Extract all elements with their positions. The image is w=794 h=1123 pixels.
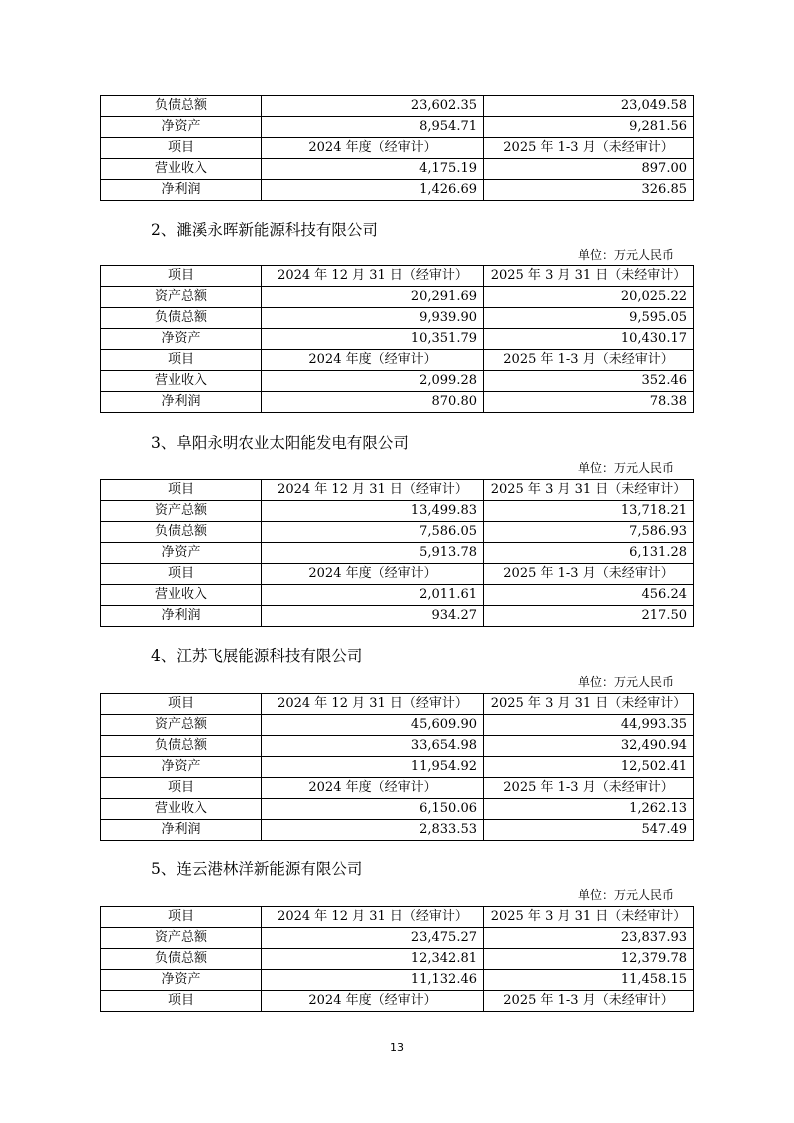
column-header: 2024 年度（经审计） <box>262 778 484 799</box>
unit-label: 单位：万元人民币 <box>577 888 674 902</box>
row-label: 负债总额 <box>101 96 262 117</box>
column-header: 2025 年 3 月 31 日（未经审计） <box>484 694 694 715</box>
column-header: 2025 年 3 月 31 日（未经审计） <box>484 907 694 928</box>
value-cell: 23,602.35 <box>262 96 484 117</box>
financial-table-4 <box>100 693 694 841</box>
table-row <box>101 329 694 350</box>
value-cell: 547.49 <box>484 820 694 841</box>
table-header-row <box>101 564 694 585</box>
value-cell: 4,175.19 <box>262 159 484 180</box>
column-header: 2024 年 12 月 31 日（经审计） <box>262 480 484 501</box>
table-row <box>101 308 694 329</box>
value-cell: 870.80 <box>262 392 484 413</box>
row-label: 净资产 <box>101 757 262 778</box>
row-label: 负债总额 <box>101 308 262 329</box>
table-row <box>101 287 694 308</box>
value-cell: 13,499.83 <box>262 501 484 522</box>
value-cell: 12,342.81 <box>262 949 484 970</box>
column-header: 2024 年 12 月 31 日（经审计） <box>262 694 484 715</box>
value-cell: 78.38 <box>484 392 694 413</box>
header-label: 项目 <box>101 350 262 371</box>
table-row <box>101 606 694 627</box>
page-number: 13 <box>390 1041 404 1054</box>
table-header-row <box>101 694 694 715</box>
table-header-row <box>101 907 694 928</box>
column-header: 2024 年度（经审计） <box>262 564 484 585</box>
table-row <box>101 949 694 970</box>
table-header-row <box>101 350 694 371</box>
table-row <box>101 159 694 180</box>
column-header: 2025 年 1-3 月（未经审计） <box>484 991 694 1012</box>
value-cell: 326.85 <box>484 180 694 201</box>
table-row <box>101 501 694 522</box>
table-row <box>101 522 694 543</box>
value-cell: 2,833.53 <box>262 820 484 841</box>
table-row <box>101 392 694 413</box>
row-label: 营业收入 <box>101 585 262 606</box>
row-label: 资产总额 <box>101 287 262 308</box>
row-label: 营业收入 <box>101 799 262 820</box>
row-label: 净利润 <box>101 180 262 201</box>
row-label: 净资产 <box>101 117 262 138</box>
table-row <box>101 799 694 820</box>
value-cell: 934.27 <box>262 606 484 627</box>
row-label: 资产总额 <box>101 501 262 522</box>
financial-table-2 <box>100 265 694 413</box>
value-cell: 217.50 <box>484 606 694 627</box>
header-label: 项目 <box>101 907 262 928</box>
unit-label: 单位：万元人民币 <box>577 248 674 262</box>
row-label: 净资产 <box>101 543 262 564</box>
row-label: 净利润 <box>101 820 262 841</box>
row-label: 资产总额 <box>101 715 262 736</box>
header-label: 项目 <box>101 991 262 1012</box>
value-cell: 8,954.71 <box>262 117 484 138</box>
column-header: 2025 年 1-3 月（未经审计） <box>484 138 694 159</box>
header-label: 项目 <box>101 480 262 501</box>
value-cell: 12,502.41 <box>484 757 694 778</box>
row-label: 净利润 <box>101 392 262 413</box>
section-title: 3、阜阳永明农业太阳能发电有限公司 <box>151 434 409 452</box>
value-cell: 11,132.46 <box>262 970 484 991</box>
section-title: 5、连云港林洋新能源有限公司 <box>151 860 363 878</box>
financial-table-5 <box>100 906 694 1012</box>
value-cell: 45,609.90 <box>262 715 484 736</box>
value-cell: 32,490.94 <box>484 736 694 757</box>
table-row <box>101 371 694 392</box>
table-row <box>101 736 694 757</box>
table-row <box>101 543 694 564</box>
value-cell: 20,291.69 <box>262 287 484 308</box>
value-cell: 1,426.69 <box>262 180 484 201</box>
header-label: 项目 <box>101 266 262 287</box>
value-cell: 23,837.93 <box>484 928 694 949</box>
row-label: 营业收入 <box>101 159 262 180</box>
table-row <box>101 757 694 778</box>
value-cell: 9,281.56 <box>484 117 694 138</box>
table-row <box>101 96 694 117</box>
table-header-row <box>101 138 694 159</box>
column-header: 2024 年 12 月 31 日（经审计） <box>262 266 484 287</box>
row-label: 营业收入 <box>101 371 262 392</box>
value-cell: 6,131.28 <box>484 543 694 564</box>
value-cell: 2,011.61 <box>262 585 484 606</box>
section-title: 2、濉溪永晖新能源科技有限公司 <box>151 221 378 239</box>
financial-table-3 <box>100 479 694 627</box>
table-row <box>101 970 694 991</box>
value-cell: 33,654.98 <box>262 736 484 757</box>
value-cell: 352.46 <box>484 371 694 392</box>
header-label: 项目 <box>101 694 262 715</box>
column-header: 2024 年度（经审计） <box>262 991 484 1012</box>
value-cell: 12,379.78 <box>484 949 694 970</box>
row-label: 净资产 <box>101 329 262 350</box>
value-cell: 23,475.27 <box>262 928 484 949</box>
value-cell: 9,595.05 <box>484 308 694 329</box>
table-row <box>101 180 694 201</box>
unit-label: 单位：万元人民币 <box>577 675 674 689</box>
table-row <box>101 928 694 949</box>
table-header-row <box>101 778 694 799</box>
column-header: 2024 年 12 月 31 日（经审计） <box>262 907 484 928</box>
table-row <box>101 715 694 736</box>
financial-table-1 <box>100 95 694 201</box>
value-cell: 7,586.05 <box>262 522 484 543</box>
value-cell: 10,351.79 <box>262 329 484 350</box>
value-cell: 2,099.28 <box>262 371 484 392</box>
table-row <box>101 585 694 606</box>
row-label: 负债总额 <box>101 522 262 543</box>
column-header: 2024 年度（经审计） <box>262 138 484 159</box>
column-header: 2025 年 3 月 31 日（未经审计） <box>484 480 694 501</box>
value-cell: 9,939.90 <box>262 308 484 329</box>
column-header: 2024 年度（经审计） <box>262 350 484 371</box>
value-cell: 7,586.93 <box>484 522 694 543</box>
table-header-row <box>101 266 694 287</box>
table-row <box>101 117 694 138</box>
table-row <box>101 820 694 841</box>
table-header-row <box>101 480 694 501</box>
value-cell: 11,458.15 <box>484 970 694 991</box>
value-cell: 456.24 <box>484 585 694 606</box>
value-cell: 20,025.22 <box>484 287 694 308</box>
row-label: 净利润 <box>101 606 262 627</box>
header-label: 项目 <box>101 564 262 585</box>
header-label: 项目 <box>101 138 262 159</box>
header-label: 项目 <box>101 778 262 799</box>
value-cell: 11,954.92 <box>262 757 484 778</box>
value-cell: 23,049.58 <box>484 96 694 117</box>
section-title: 4、江苏飞展能源科技有限公司 <box>151 647 363 665</box>
value-cell: 10,430.17 <box>484 329 694 350</box>
value-cell: 1,262.13 <box>484 799 694 820</box>
value-cell: 6,150.06 <box>262 799 484 820</box>
value-cell: 44,993.35 <box>484 715 694 736</box>
row-label: 负债总额 <box>101 736 262 757</box>
value-cell: 5,913.78 <box>262 543 484 564</box>
column-header: 2025 年 1-3 月（未经审计） <box>484 564 694 585</box>
row-label: 净资产 <box>101 970 262 991</box>
column-header: 2025 年 3 月 31 日（未经审计） <box>484 266 694 287</box>
column-header: 2025 年 1-3 月（未经审计） <box>484 778 694 799</box>
unit-label: 单位：万元人民币 <box>577 461 674 475</box>
value-cell: 13,718.21 <box>484 501 694 522</box>
table-header-row <box>101 991 694 1012</box>
row-label: 资产总额 <box>101 928 262 949</box>
column-header: 2025 年 1-3 月（未经审计） <box>484 350 694 371</box>
value-cell: 897.00 <box>484 159 694 180</box>
row-label: 负债总额 <box>101 949 262 970</box>
